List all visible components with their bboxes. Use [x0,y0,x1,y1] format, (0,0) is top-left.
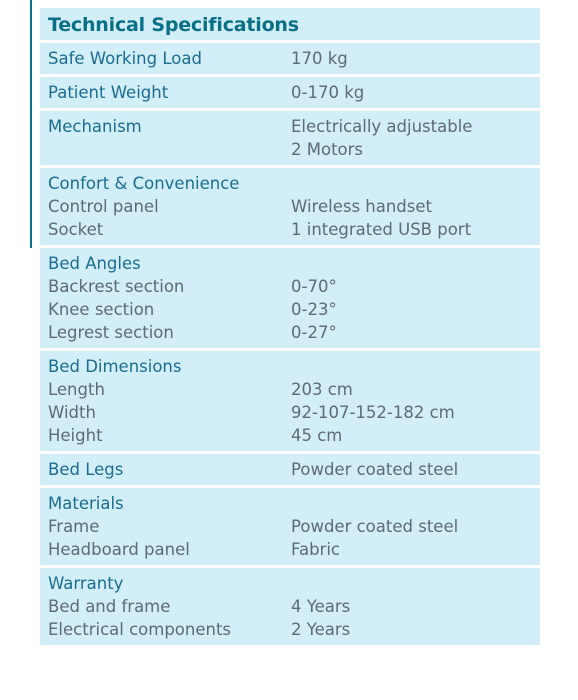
spec-label: Mechanism [48,117,142,136]
spacer [291,492,540,515]
spec-row-bed-angles [40,248,540,348]
technical-specifications-table [40,8,540,648]
spec-label: Height [48,426,103,445]
spacer [291,355,540,378]
title-row [40,8,540,40]
spec-value: 2 Motors [291,140,364,159]
spec-value: 0-170 kg [291,83,365,102]
spec-value: Electrically adjustable [291,117,473,136]
spec-label: Control panel [48,197,159,216]
spec-row-bed-dimensions [40,351,540,451]
spec-label: Electrical components [48,620,232,639]
left-accent-rule [30,0,32,248]
spec-label: Frame [48,517,100,536]
spec-section-heading: Materials [48,494,124,513]
spec-value: 2 Years [291,620,351,639]
spec-value: Wireless handset [291,197,432,216]
spec-value: 1 integrated USB port [291,220,472,239]
spec-section-heading: Bed Dimensions [48,357,182,376]
spec-label: Backrest section [48,277,185,296]
spec-label: Safe Working Load [48,49,202,68]
spacer [291,172,540,195]
spec-value: 92-107-152-182 cm [291,403,455,422]
spec-value: 4 Years [291,597,351,616]
spec-value: Powder coated steel [291,517,459,536]
spacer [291,252,540,275]
spec-value: 0-23° [291,300,337,319]
spec-section-heading: Bed Angles [48,254,141,273]
spec-label: Width [48,403,96,422]
spec-label: Bed and frame [48,597,171,616]
spec-label: Patient Weight [48,83,169,102]
spec-value: 45 cm [291,426,343,445]
spec-value: 170 kg [291,49,348,68]
spec-label: Bed Legs [48,460,124,479]
spec-label: Knee section [48,300,155,319]
spec-section-heading: Confort & Convenience [48,174,240,193]
spec-label: Headboard panel [48,540,190,559]
spec-row-mechanism [40,111,540,165]
spec-label: Length [48,380,105,399]
spec-value: 0-70° [291,277,337,296]
spec-value: Fabric [291,540,341,559]
spec-row-materials [40,488,540,565]
spec-row-patient-weight [40,77,540,108]
spec-row-comfort [40,168,540,245]
page-title: Technical Specifications [48,14,299,36]
spec-section-heading: Warranty [48,574,124,593]
spec-value: Powder coated steel [291,460,459,479]
spec-row-warranty [40,568,540,645]
spec-value: 203 cm [291,380,353,399]
spec-value: 0-27° [291,323,337,342]
spacer [291,572,540,595]
spec-label: Legrest section [48,323,174,342]
spec-label: Socket [48,220,104,239]
spec-row-bed-legs [40,454,540,485]
spec-row-safe-working-load [40,43,540,74]
